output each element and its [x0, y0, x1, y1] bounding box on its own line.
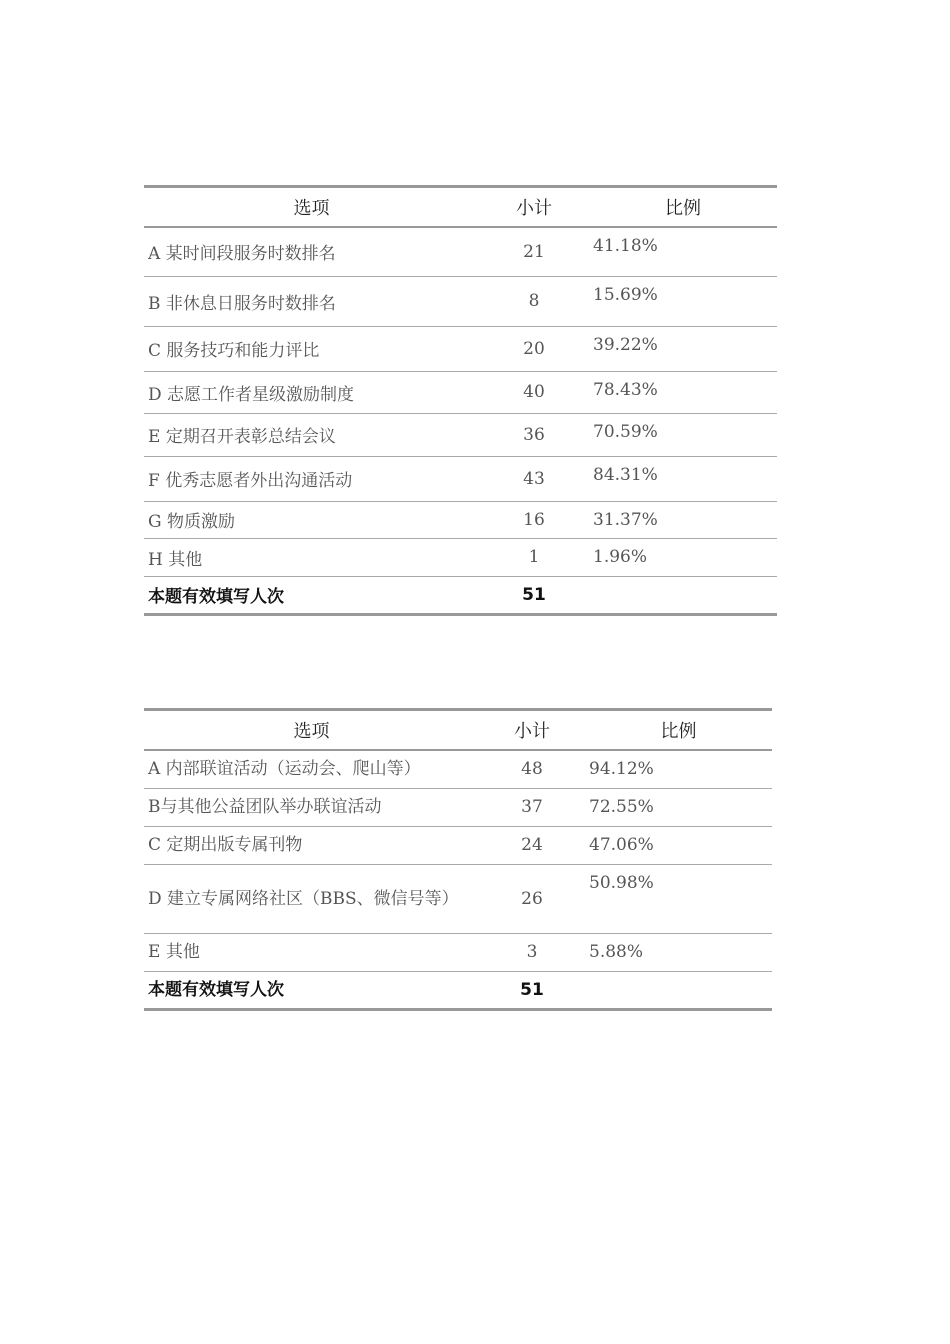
header-option: 选项: [144, 710, 479, 751]
percent-cell: 1.96%: [589, 538, 777, 576]
percent-cell: 5.88%: [585, 933, 772, 971]
option-cell: E 其他: [144, 933, 479, 971]
header-percent: 比例: [585, 710, 772, 751]
percent-cell: 15.69%: [589, 276, 777, 326]
option-cell: F 优秀志愿者外出沟通活动: [144, 456, 479, 501]
option-cell: D 志愿工作者星级激励制度: [144, 371, 479, 413]
table-row: [144, 413, 777, 456]
option-cell: E 定期召开表彰总结会议: [144, 413, 479, 456]
count-cell: 16: [479, 501, 589, 538]
header-count: 小计: [479, 710, 585, 751]
option-cell: A 某时间段服务时数排名: [144, 227, 479, 276]
count-cell: 43: [479, 456, 589, 501]
table-row: [144, 501, 777, 538]
total-percent-empty: [589, 576, 777, 614]
table-row: [144, 864, 772, 933]
count-cell: 20: [479, 326, 589, 371]
count-cell: 21: [479, 227, 589, 276]
table-total-row: [144, 971, 772, 1009]
percent-cell: 50.98%: [585, 864, 772, 933]
table-row: [144, 538, 777, 576]
header-count: 小计: [479, 187, 589, 228]
incentive-options-table: [144, 185, 777, 616]
percent-cell: 72.55%: [585, 788, 772, 826]
count-cell: 48: [479, 750, 585, 788]
table-header-row: [144, 710, 772, 751]
table-total-row: [144, 576, 777, 614]
count-cell: 1: [479, 538, 589, 576]
percent-cell: 41.18%: [589, 227, 777, 276]
table-row: [144, 326, 777, 371]
table-row: [144, 456, 777, 501]
percent-cell: 84.31%: [589, 456, 777, 501]
header-percent: 比例: [589, 187, 777, 228]
table-row: [144, 788, 772, 826]
total-label: 本题有效填写人次: [144, 576, 479, 614]
count-cell: 8: [479, 276, 589, 326]
count-cell: 3: [479, 933, 585, 971]
total-label: 本题有效填写人次: [144, 971, 479, 1009]
table-row: [144, 826, 772, 864]
percent-cell: 39.22%: [589, 326, 777, 371]
option-cell: G 物质激励: [144, 501, 479, 538]
table-row: [144, 371, 777, 413]
option-cell: C 定期出版专属刊物: [144, 826, 479, 864]
option-cell: C 服务技巧和能力评比: [144, 326, 479, 371]
count-cell: 40: [479, 371, 589, 413]
percent-cell: 70.59%: [589, 413, 777, 456]
table-row: [144, 750, 772, 788]
option-cell: B与其他公益团队举办联谊活动: [144, 788, 479, 826]
table-row: [144, 276, 777, 326]
team-building-options-table: [144, 708, 772, 1011]
count-cell: 26: [479, 864, 585, 933]
percent-cell: 31.37%: [589, 501, 777, 538]
percent-cell: 94.12%: [585, 750, 772, 788]
total-percent-empty: [585, 971, 772, 1009]
percent-cell: 47.06%: [585, 826, 772, 864]
option-cell: H 其他: [144, 538, 479, 576]
option-cell: A 内部联谊活动（运动会、爬山等）: [144, 750, 479, 788]
total-count: 51: [479, 971, 585, 1009]
option-cell: B 非休息日服务时数排名: [144, 276, 479, 326]
total-count: 51: [479, 576, 589, 614]
table-row: [144, 933, 772, 971]
count-cell: 36: [479, 413, 589, 456]
option-cell: D 建立专属网络社区（BBS、微信号等）: [144, 864, 479, 933]
percent-cell: 78.43%: [589, 371, 777, 413]
header-option: 选项: [144, 187, 479, 228]
table-row: [144, 227, 777, 276]
table-header-row: [144, 187, 777, 228]
count-cell: 37: [479, 788, 585, 826]
count-cell: 24: [479, 826, 585, 864]
